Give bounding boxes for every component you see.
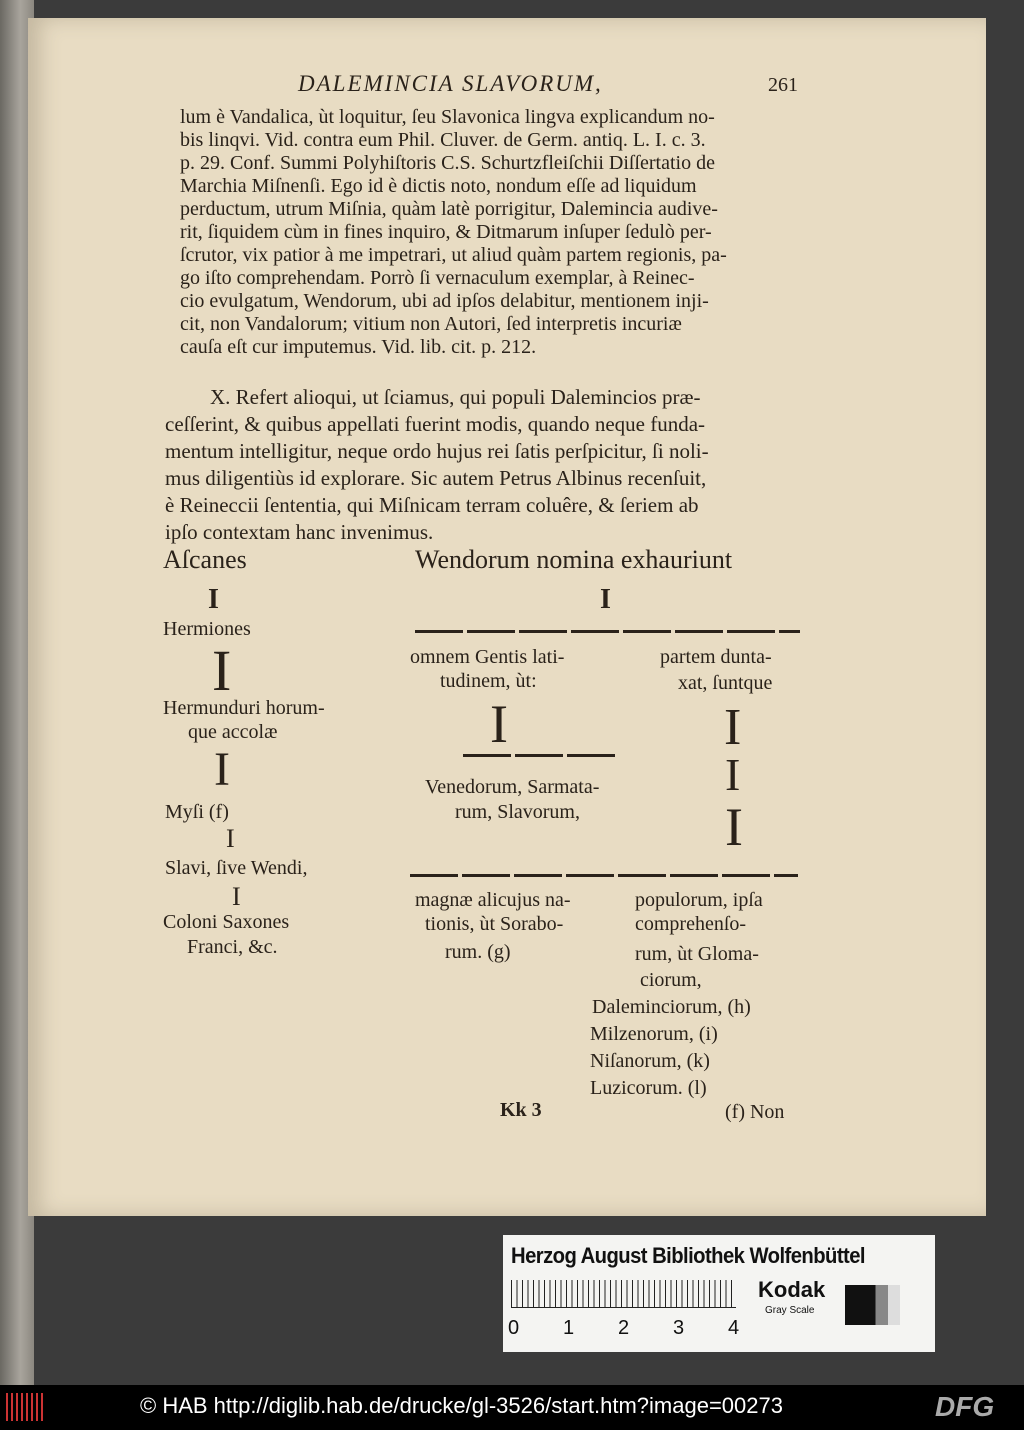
- text-line: cio evulgatum, Wendorum, ubi ad ipſos delabitur, mentionem inji-: [180, 290, 709, 312]
- right-item: populorum, ipſa: [635, 889, 763, 911]
- mid-item: tudinem, ùt:: [440, 670, 537, 692]
- mid-item: magnæ alicujus na-: [415, 889, 571, 911]
- right-item: ciorum,: [640, 969, 702, 991]
- left-item: que accolæ: [188, 721, 278, 743]
- text-line: perductum, utrum Miſnia, quàm latè porrigitur, Dalemincia audive-: [180, 198, 718, 220]
- right-item: Niſanorum, (k): [590, 1050, 710, 1072]
- ruler-label: 1: [563, 1317, 575, 1339]
- ruler-label: 3: [673, 1317, 685, 1339]
- barcode-icon: [6, 1393, 44, 1421]
- text-line: ipſo contextam hanc invenimus.: [165, 520, 434, 544]
- connector-bar: I: [490, 694, 508, 754]
- brace-rule: [463, 754, 618, 757]
- mid-item: rum, Slavorum,: [455, 801, 580, 823]
- text-line: bis linqvi. Vid. contra eum Phil. Cluver. de Germ. antiq. L. I. c. 3.: [180, 129, 706, 151]
- text-line: è Reineccii ſententia, qui Miſnicam terram coluêre, & ſeriem ab: [165, 493, 699, 517]
- gray-swatch: [845, 1285, 900, 1325]
- text-line: p. 29. Conf. Summi Polyhiſtoris C.S. Schurtzfleiſchii Diſſertatio de: [180, 152, 715, 174]
- scale-ruler: [511, 1280, 736, 1308]
- institution-name: Herzog August Bibliothek Wolfenbüttel: [511, 1243, 865, 1268]
- connector-bar: I: [725, 797, 743, 857]
- text-line: mus diligentiùs id explorare. Sic autem Petrus Albinus recenſuit,: [165, 466, 707, 490]
- right-item: Milzenorum, (i): [590, 1023, 718, 1045]
- mid-item: omnem Gentis lati-: [410, 646, 565, 668]
- left-item: Slavi, ſive Wendi,: [165, 857, 308, 879]
- connector-bar: I: [725, 749, 741, 800]
- catchword: (f) Non: [725, 1101, 785, 1123]
- connector-bar: I: [232, 882, 241, 911]
- brace-rule: [410, 874, 798, 877]
- kodak-logo: Kodak: [758, 1277, 826, 1302]
- ruler-label: 0: [508, 1317, 520, 1339]
- mid-item: Venedorum, Sarmata-: [425, 776, 600, 798]
- connector-bar: I: [226, 824, 235, 853]
- text-line: ſcrutor, vix patior à me impetrari, ut aliud quàm partem regionis, pa-: [180, 244, 727, 266]
- mid-item: rum. (g): [445, 941, 511, 963]
- left-item: Myſi (f): [165, 801, 229, 823]
- text-line: X. Refert alioqui, ut ſciamus, qui populi Dalemincios præ-: [210, 385, 701, 409]
- bottom-bar: [0, 1385, 1024, 1430]
- connector-bar: I: [214, 743, 230, 796]
- ruler-label: 2: [618, 1317, 630, 1339]
- right-item: xat, ſuntque: [678, 672, 773, 694]
- running-title: DALEMINCIA SLAVORUM,: [298, 71, 603, 96]
- ruler-label: 4: [728, 1317, 740, 1339]
- text-line: mentum intelligitur, neque ordo hujus rei ſatis perſpicitur, ſi noli-: [165, 439, 709, 463]
- signature-mark: Kk 3: [500, 1099, 542, 1121]
- right-item: comprehenſo-: [635, 913, 747, 935]
- connector-bar: I: [212, 638, 232, 703]
- text-line: lum è Vandalica, ùt loquitur, ſeu Slavonica lingva explicandum no-: [180, 106, 715, 128]
- right-item: partem dunta-: [660, 646, 772, 668]
- color-calibration-card: [503, 1235, 935, 1352]
- mid-item: tionis, ùt Sorabo-: [425, 913, 564, 935]
- text-line: go iſto comprehendam. Porrò ſi vernaculum exemplar, à Reinec-: [180, 267, 695, 289]
- connector-bar: I: [208, 584, 219, 615]
- left-item: Hermunduri horum-: [163, 697, 325, 719]
- left-item: Hermiones: [163, 618, 251, 640]
- dfg-logo: DFG: [935, 1391, 995, 1422]
- text-line: Marchia Miſnenſi. Ego id è dictis noto, nondum eſſe ad liquidum: [180, 175, 697, 197]
- brace-rule: [415, 630, 800, 633]
- text-line: cauſa eſt cur imputemus. Vid. lib. cit. p. 212.: [180, 336, 537, 358]
- right-heading: Wendorum nomina exhauriunt: [415, 545, 733, 574]
- right-item: rum, ùt Gloma-: [635, 943, 759, 965]
- text-line: rit, ſiquidem cùm in fines inquiro, & Ditmarum inſuper ſedulò per-: [180, 221, 712, 243]
- right-item: Daleminciorum, (h): [592, 996, 751, 1018]
- text-line: cit, non Vandalorum; vitium non Autori, ſed interpretis incuriæ: [180, 313, 682, 335]
- connector-bar: I: [724, 699, 742, 756]
- right-item: Luzicorum. (l): [590, 1077, 707, 1099]
- page-number: 261: [768, 74, 798, 96]
- connector-bar: I: [600, 584, 611, 615]
- left-item: Coloni Saxones: [163, 911, 290, 933]
- left-item: Franci, &c.: [187, 936, 278, 958]
- gray-scale-label: Gray Scale: [765, 1305, 815, 1316]
- text-line: ceſſerint, & quibus appellati fuerint modis, quando neque funda-: [165, 412, 706, 436]
- left-heading: Aſcanes: [163, 545, 247, 574]
- copyright-link[interactable]: © HAB http://diglib.hab.de/drucke/gl-3526/start.htm?image=00273: [140, 1393, 783, 1418]
